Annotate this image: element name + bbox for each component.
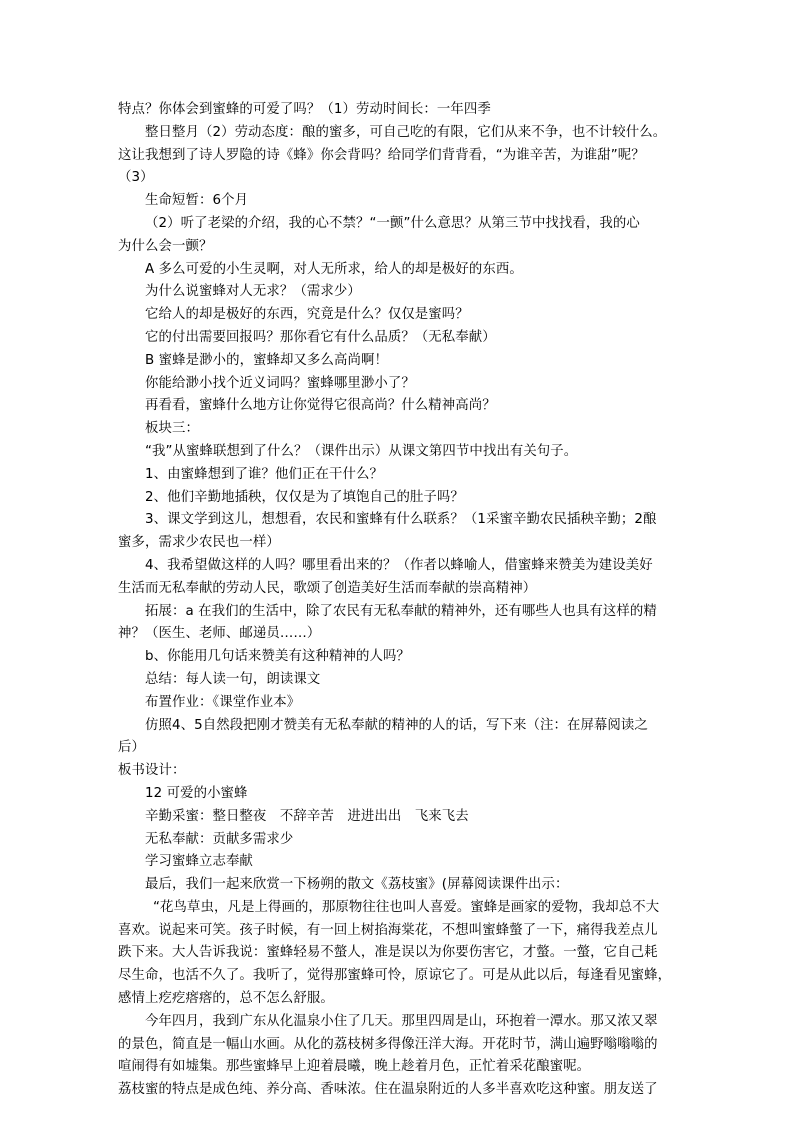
text-line: 特点？你体会到蜜蜂的可爱了吗？（1）劳动时间长：一年四季 — [118, 102, 491, 117]
text-line: 感情上疙疙瘩瘩的，总不怎么舒服。 — [118, 991, 334, 1007]
text-line: 辛勤采蜜：整日整夜 不辞辛苦 进进出出 飞来飞去 — [145, 808, 469, 824]
text-line: “我”从蜜蜂联想到了什么？（课件出示）从课文第四节中找出有关句子。 — [145, 443, 578, 459]
text-line: 的景色，简直是一幅山水画。从化的荔枝树多得像汪洋大海。开花时节，满山遍野嗡嗡嗡的 — [118, 1036, 658, 1052]
text-line: 这让我想到了诗人罗隐的诗《蜂》你会背吗？给同学们背背看，“为谁辛苦，为谁甜”呢？ — [118, 147, 645, 163]
text-line: 拓展：a 在我们的生活中，除了农民有无私奉献的精神外，还有哪些人也具有这样的精 — [145, 603, 657, 619]
text-line: 尽生命，也活不久了。我听了，觉得那蜜蜂可怜，原谅它了。可是从此以后，每逢看见蜜蜂， — [118, 968, 672, 984]
text-line: 它的付出需要回报吗？那你看它有什么品质？（无私奉献） — [145, 329, 496, 345]
text-line: A 多么可爱的小生灵啊，对人无所求，给人的却是极好的东西。 — [145, 261, 523, 277]
text-line: 仿照4、5自然段把刚才赞美有无私奉献的精神的人的话，写下来（注：在屏幕阅读之 — [145, 717, 648, 733]
text-line: 生活而无私奉献的劳动人民，歌颂了创造美好生活而奉献的崇高精神） — [118, 580, 537, 596]
text-line: 3、课文学到这儿，想想看，农民和蜜蜂有什么联系？（1采蜜辛勤农民插秧辛勤；2酿 — [145, 512, 657, 528]
text-line: 荔枝蜜的特点是成色纯、养分高、香味浓。住在温泉附近的人多半喜欢吃这种蜜。朋友送了 — [118, 1082, 658, 1098]
text-line: 整日整月（2）劳动态度：酿的蜜多，可自己吃的有限，它们从来不争，也不计较什么。 — [145, 124, 667, 140]
section-heading: 板书设计： — [118, 763, 186, 779]
text-line: 后） — [118, 740, 145, 756]
text-line: 它给人的却是极好的东西，究竟是什么？仅仅是蜜吗？ — [145, 307, 469, 323]
text-line: （2）听了老梁的介绍，我的心不禁？“一颤”什么意思？从第三节中找找看，我的心 — [145, 215, 640, 231]
text-line: （3） — [118, 170, 154, 186]
text-line: 2、他们辛勤地插秧，仅仅是为了填饱自己的肚子吗？ — [145, 489, 464, 505]
text-line: b、你能用几句话来赞美有这种精神的人吗？ — [145, 649, 410, 665]
board-title: 12 可爱的小蜜蜂 — [145, 785, 248, 801]
text-line: B 蜜蜂是渺小的，蜜蜂却又多么高尚啊！ — [145, 352, 388, 368]
text-line: 为什么说蜜蜂对人无求？（需求少） — [145, 284, 361, 300]
document-body — [118, 99, 678, 1102]
text-line: 为什么会一颤？ — [118, 238, 213, 254]
text-line: 4、我希望做这样的人吗？哪里看出来的？（作者以蜂喻人，借蜜蜂来赞美为建设美好 — [145, 557, 653, 573]
text-line: 喜欢。说起来可笑。孩子时候，有一回上树掐海棠花，不想叫蜜蜂螫了一下，痛得我差点儿 — [118, 922, 658, 938]
text-line: 跌下来。大人告诉我说：蜜蜂轻易不螫人，准是误以为你要伤害它，才螫。一螫，它自己耗 — [118, 945, 658, 961]
text-line: 蜜多，需求少农民也一样） — [118, 535, 280, 551]
text-line: 最后，我们一起来欣赏一下杨朔的散文《荔枝蜜》(屏幕阅读课件出示： — [145, 877, 569, 893]
text-line: 喧闹得有如墟集。那些蜜蜂早上迎着晨曦，晚上趁着月色，正忙着采花酿蜜呢。 — [118, 1059, 591, 1075]
text-line: 再看看，蜜蜂什么地方让你觉得它很高尚？什么精神高尚？ — [145, 398, 496, 414]
text-line: 你能给渺小找个近义词吗？蜜蜂哪里渺小了？ — [145, 375, 415, 391]
text-line: 总结：每人读一句，朗读课文 — [145, 671, 321, 687]
text-line: “花鸟草虫，凡是上得画的，那原物往往也叫人喜爱。蜜蜂是画家的爱物，我却总不大 — [153, 899, 660, 915]
text-line: 神？（医生、老师、邮递员……） — [118, 626, 321, 642]
text-line: 布置作业：《课堂作业本》 — [145, 694, 301, 710]
section-heading: 板块三： — [145, 421, 199, 437]
text-line: 无私奉献：贡献多需求少 — [145, 831, 294, 847]
text-line: 1、由蜜蜂想到了谁？他们正在干什么？ — [145, 466, 383, 482]
text-line: 今年四月，我到广东从化温泉小住了几天。那里四周是山，环抱着一潭水。那又浓又翠 — [145, 1013, 658, 1029]
text-line: 生命短暂：6个月 — [145, 193, 249, 209]
text-line: 学习蜜蜂立志奉献 — [145, 854, 253, 870]
